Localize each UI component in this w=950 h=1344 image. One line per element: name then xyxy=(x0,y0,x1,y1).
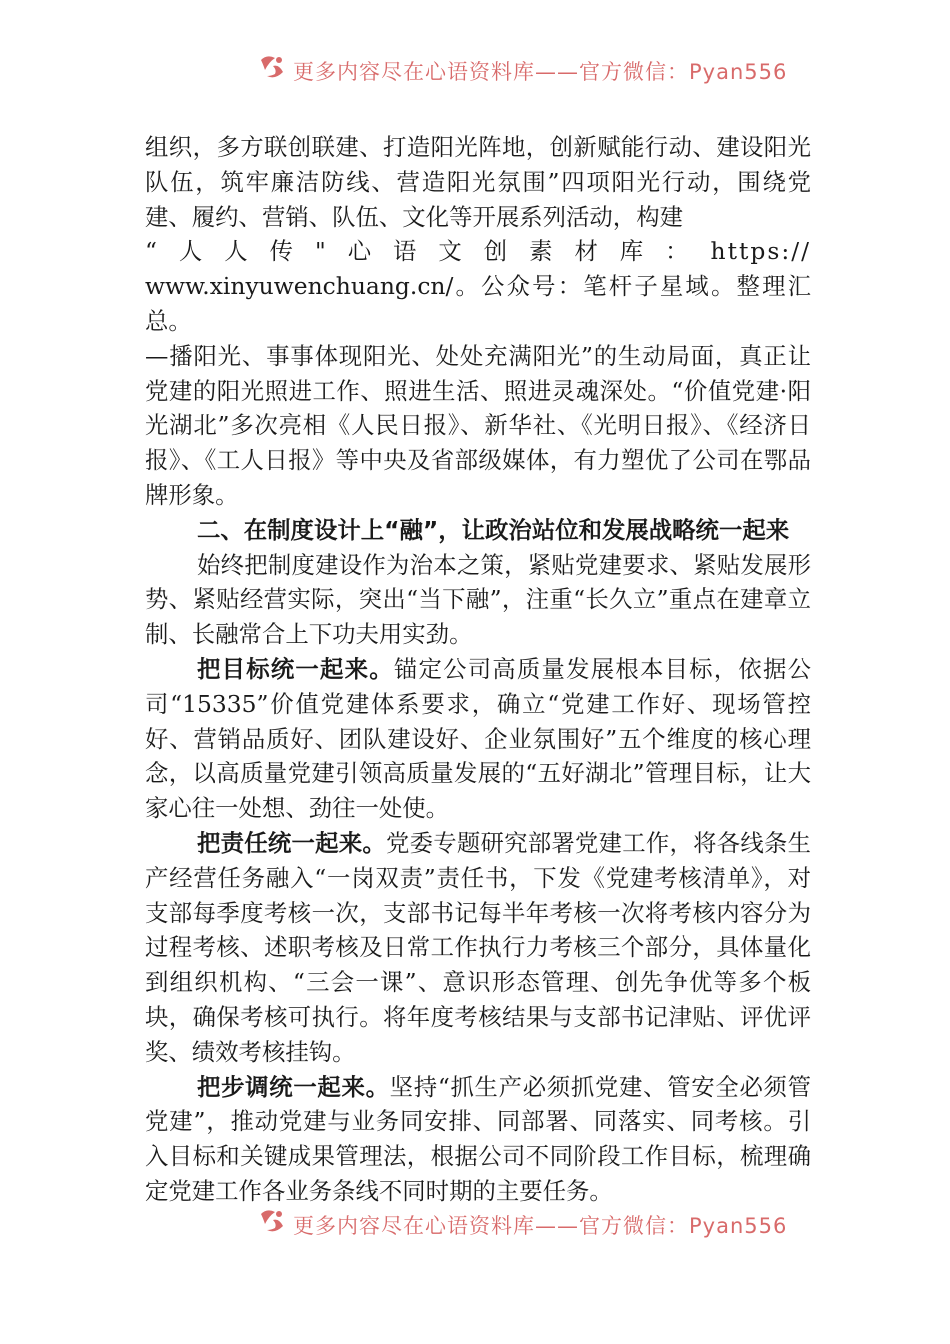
paragraph-pace-text: 坚持“抓生产必须抓党建、管安全必须管党建”，推动党建与业务同安排、同部署、同落实、同考核。引入目标和关键成果管理法，根据公司不同阶段工作目标，梳理确定党建工作各业务条线不同时期的主要任务。 xyxy=(145,1072,811,1205)
document-body xyxy=(145,130,811,1209)
paragraph-goals-lead: 把目标统一起来。 xyxy=(197,654,394,683)
paragraph-goals-text: 锚定公司高质量发展根本目标，依据公司“15335”价值党建体系要求，确立“党建工作好、现场管控好、营销品质好、团队建设好、企业氛围好”五个维度的核心理念，以高质量党建引领高质量发展的“五好湖北”管理目标，让大家心往一处想、劲往一处使。 xyxy=(145,654,812,823)
footer-watermark-banner xyxy=(255,1204,815,1238)
paragraph-responsibility xyxy=(145,826,811,1070)
paragraph-1-url-line: www.xinyuwenchuang.cn/。公众号：笔杆子星域。整理汇总。 xyxy=(145,272,811,335)
paragraph-2: 始终把制度建设作为治本之策，紧贴党建要求、紧贴发展形势、紧贴经营实际，突出“当下融”，注重“长久立”重点在建章立制、长融常合上下功夫用实劲。 xyxy=(145,550,811,649)
section-heading-2: 二、在制度设计上“融”，让政治站位和发展战略统一起来 xyxy=(197,515,790,544)
paragraph-1-rest: —播阳光、事事体现阳光、处处充满阳光”的生动局面，真正让党建的阳光照进工作、照进生活、照进灵魂深处。“价值党建·阳光湖北”多次亮相《人民日报》、新华社、《光明日报》、《经济日报》、《工人日报》等中央及省部级媒体，有力塑优了公司在鄂品牌形象。 xyxy=(145,341,811,509)
paragraph-responsibility-text: 党委专题研究部署党建工作，将各线条生产经营任务融入“一岗双责”责任书，下发《党建考核清单》，对支部每季度考核一次，支部书记每半年考核一次将考核内容分为过程考核、述职考核及日常工作执行力考核三个部分，具体量化到组织机构、“三会一课”、意识形态管理、创先争优等多个板块，确保考核可执行。将年度考核结果与支部书记津贴、评优评奖、绩效考核挂钩。 xyxy=(145,828,812,1066)
paragraph-pace xyxy=(145,1070,811,1209)
watermark-text: 更多内容尽在心语资料库——官方微信：Pyan556 xyxy=(293,1214,788,1238)
brand-logo-icon xyxy=(255,1204,289,1238)
paragraph-1-text: 组织，多方联创联建、打造阳光阵地，创新赋能行动、建设阳光队伍，筑牢廉洁防线、营造阳光氛围”四项阳光行动，围绕党建、履约、营销、队伍、文化等开展系列活动，构建 xyxy=(145,133,811,231)
paragraph-pace-lead: 把步调统一起来。 xyxy=(197,1072,390,1101)
watermark-text: 更多内容尽在心语资料库——官方微信：Pyan556 xyxy=(293,60,788,84)
paragraph-responsibility-lead: 把责任统一起来。 xyxy=(197,828,386,857)
header-watermark-banner xyxy=(255,50,815,84)
paragraph-goals xyxy=(145,652,811,826)
paragraph-1-spaced-line: “人人传"心语文创素材库：https:// xyxy=(145,237,811,266)
paragraph-1 xyxy=(145,130,811,234)
brand-logo-icon xyxy=(255,50,289,84)
